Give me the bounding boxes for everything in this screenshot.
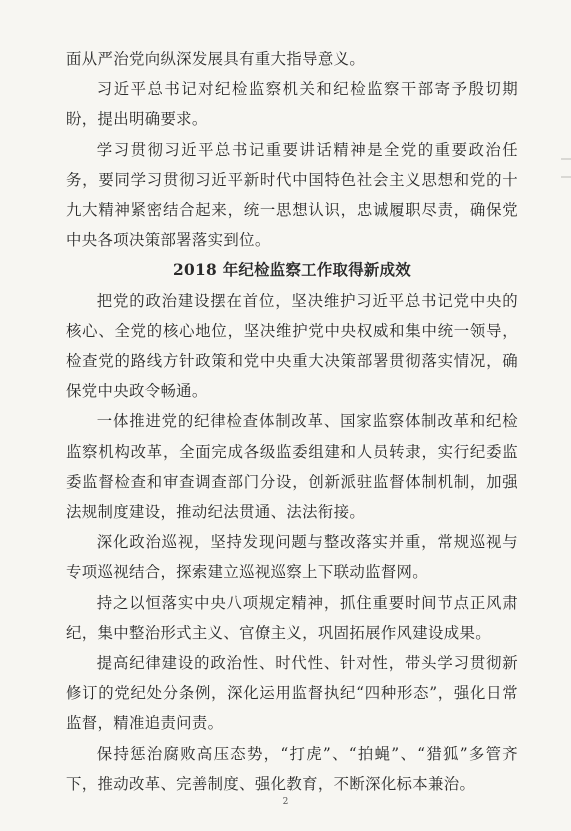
paragraph: 学习贯彻习近平总书记重要讲话精神是全党的重要政治任务，要同学习贯彻习近平新时代中国特色社会主义思想和党的十九大精神紧密结合起来，统一思想认识，忠诚履职尽责，确保党中央各项决策部署落实到位。 — [66, 140, 518, 250]
paragraph: 保持惩治腐败高压态势，“打虎”、“拍蝇”、“猎狐”多管齐下，推动改革、完善制度、强化教育，不断深化标本兼治。 — [66, 744, 518, 793]
paragraph: 提高纪律建设的政治性、时代性、针对性，带头学习贯彻新修订的党纪处分条例，深化运用监督执纪“四种形态”，强化日常监督，精准追责问责。 — [66, 654, 518, 733]
paragraph: 持之以恒落实中央八项规定精神，抓住重要时间节点正风肃纪，集中整治形式主义、官僚主义，巩固拓展作风建设成果。 — [66, 593, 518, 642]
paragraph: 把党的政治建设摆在首位，坚决维护习近平总书记党中央的核心、全党的核心地位，坚决维护党中央权威和集中统一领导，检查党的路线方针政策和党中央重大决策部署贯彻落实情况，确保党中央政令畅通。 — [66, 291, 518, 401]
paragraph: 一体推进党的纪律检查体制改革、国家监察体制改革和纪检监察机构改革，全面完成各级监委组建和人员转隶，实行纪委监委监督检查和审查调查部门分设，创新派驻监督体制机制，加强法规制度建设，推动纪法贯通、法法衔接。 — [66, 412, 518, 522]
section-heading: 2018 年纪检监察工作取得新成效 — [173, 261, 411, 280]
paragraph-continuation: 面从严治党向纵深发展具有重大指导意义。 — [66, 50, 366, 68]
paragraph: 深化政治巡视，坚持发现问题与整改落实并重，常规巡视与专项巡视结合，探索建立巡视巡察上下联动监督网。 — [66, 533, 518, 582]
scan-artifact — [561, 158, 571, 160]
page-number: 2 — [282, 797, 289, 807]
scan-artifact — [561, 176, 571, 178]
paragraph: 习近平总书记对纪检监察机关和纪检监察干部寄予殷切期盼，提出明确要求。 — [66, 80, 518, 129]
document-body — [66, 44, 518, 799]
